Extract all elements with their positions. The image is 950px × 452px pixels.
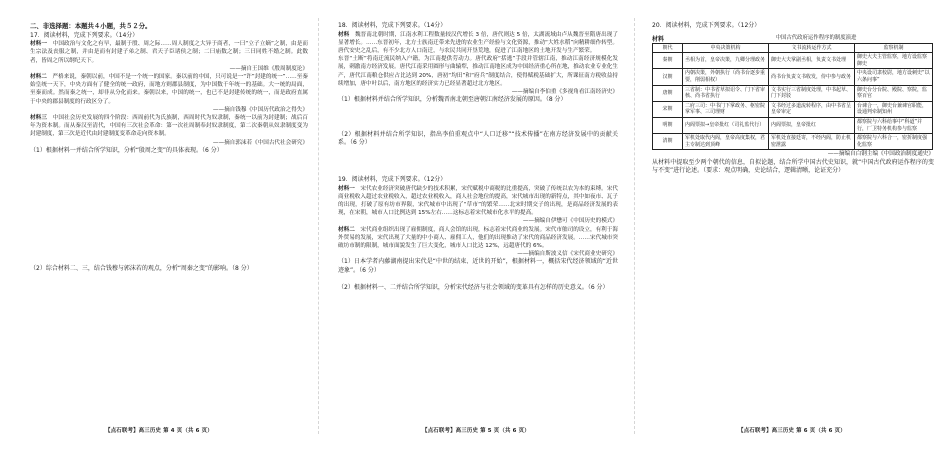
q17-source-2: ——摘自钱穆《中国历代政治之得失》 — [212, 106, 308, 113]
material-text: 中国社会历史发展的四个阶段：西周前代为氏族制，西周时代为奴隶制，秦统一以前为封建制；战后百年为资本制。而从秦汉至清代，中国有三次社会革命：第一次社周制奉封奴隶制度，第二次秦朝从奴隶制度变为封建制度，第三次是近代由封建制度变革命走向资本制。 — [30, 115, 308, 138]
q19-material-1 — [338, 185, 618, 218]
answer-space[interactable] — [30, 274, 308, 334]
q17-material-1 — [30, 40, 308, 65]
q17-subquestion-1: （1）根据材料一并结合所学知识，分析“殷周之变”的具体表现。（6 分） — [30, 146, 223, 154]
table-cell: 御史台分台院、殿院、察院，监察百官 — [855, 85, 933, 101]
q19-subquestion-1: （1）日本学者内藤湖南提出宋代是“中世的结束、近世的开始”，根据材料一，概括宋代经济领域的“近世迹象”。（6 分） — [338, 258, 618, 275]
q19-stem: 19．阅读材料，完成下列要求。（12分） — [338, 176, 447, 183]
table-cell: 都察院与六科合一，密折制度强化监察 — [855, 134, 933, 150]
table-cell: 唐朝 — [653, 85, 683, 101]
table-cell: 明朝 — [653, 117, 683, 133]
table-row — [653, 69, 933, 85]
q20-prompt: 从材料中提取至少两个朝代的信息，自拟论题，结合所学中国古代史知识，就“中国古代政府运作程序的变与不变”进行论述。（要求：观点明确，史论结合，逻辑清晰，论证充分） — [652, 158, 934, 175]
table-row — [653, 117, 933, 133]
table-cell: 秦朝 — [653, 53, 683, 69]
table-cell: 军机处直接廷寄，不经内阁，防止机密泄露 — [769, 134, 855, 150]
answer-space[interactable] — [30, 155, 308, 265]
material-label: 材料二 — [338, 226, 355, 233]
table-cell: 内朝决策，外朝执行（尚书台逐步重要，削弱相权） — [683, 69, 769, 85]
table-cell: 二府三司：中书门下掌政务、枢密院掌军事、三司理财 — [683, 101, 769, 117]
table-cell: 御史大夫主管监察，地方设监察御史 — [855, 53, 933, 69]
table-cell: 三省制：中书省草拟诏令、门下省审核、尚书省执行 — [683, 85, 769, 101]
material-text: 中国政治与文化之有早，最制于殷、周之际……周人制度之大异于商者，一曰“立子立嫡”之制，由是而生宗法及丧服之制，并由是而有封建子弟之制、君天子臣诸侯之制；二曰庙数之制；三曰同姓不婚之制。此数者，皆周之所以纲纪天下。 — [30, 41, 308, 64]
answer-space[interactable] — [338, 148, 618, 176]
table-cell: 尚书台负责文书收发，侍中参与政务 — [769, 69, 855, 85]
material-label: 材料二 — [30, 74, 47, 80]
table-cell: 文书实行三省制度处理，中书起草、门下封驳 — [769, 85, 855, 101]
material-text: 宋代商业组织出现了雇佣制度，商人会馆的出现，标志着宋代商业的发展。宋代市舶司的设立，有利于海外贸易的发展，宋代出现了大量的中小商人、雇佣工人，他们的出现推动了宋代的商品经济发展。……宋代城市突破坊市制的限制，城市面貌发生了巨大变化，城市人口比达 12%，远超唐代的 6%。 — [338, 226, 618, 250]
q17-source-1: ——摘自王国维《殷周制度论》 — [229, 65, 308, 72]
q18-stem: 18．阅读材料，完成下列要求。（14分） — [338, 22, 447, 29]
page-5 — [318, 0, 634, 452]
q18-material-cont: 东晋“土断”将南迁流民纳入户籍，为江南提供劳动力。唐代政府“括逃”手段并管辖江南，推动江南经济规模化发展，刺激南方经济发展。唐代江南采用圆形与曲辕犁，推动江南地区成为中国经济重心所在地，推动农业专业化生产，唐代江南粮仓供应占比达到 20%，唐初“均田”和“府兵”制度结合，使得赋税基础扩大，所课征南方税收益持续增加，唐中叶以后，南方地区的经济实力已经显著超过北方地区。 — [338, 56, 618, 87]
q17-material-3 — [30, 114, 308, 139]
q19-material-2 — [338, 226, 618, 251]
table-cell: 军机处取代内阁，皇帝高度集权，君主专制达到顶峰 — [683, 134, 769, 150]
q20-stem: 20．阅读材料，完成下列要求。（12分） — [652, 22, 761, 29]
page-footer: 【点石联考】高三历史 第 6 页（共 6 页） — [738, 428, 846, 434]
page-6 — [634, 0, 950, 452]
table-cell: 内阁票拟→皇帝批红（司礼监代行） — [683, 117, 769, 133]
table-cell: 台谏合一，御史台兼谏官职能，设通判牵制知州 — [855, 101, 933, 117]
material-text: 严格来说，秦朝以前，中国不是一个统一的国家。秦以前的中国，只可说是一“许”封建的统一”……至秦始皇统一天下，中央方面有了健全的统一政府，而地方则郡县制度，为中国数千年统一的基础。大一统的局面，至秦而成。然而秦之统一，却非从分化而来。秦朝以来，中国的统一，也已不是封建传统的统一，而是政府直属于中央的郡县制度的行政区分了。 — [30, 74, 308, 105]
material-label: 材料一 — [30, 41, 48, 48]
q18-material — [338, 31, 618, 56]
q19-source-2: ——摘编自斯波义信《宋代商业史研究》 — [517, 251, 618, 258]
q17-source-3: ——摘自郭沫若《中国古代社会研究》 — [212, 139, 308, 146]
page-footer: 【点石联考】高三历史 第 5 页（共 6 页） — [422, 428, 530, 434]
page-footer: 【点石联考】高三历史 第 4 页（共 6 页） — [105, 428, 213, 434]
section-heading: 二、非选择题：本题共４小题，共５２分。 — [30, 22, 152, 30]
table-cell: 御史大夫掌副丞相，负责文书处理 — [769, 53, 855, 69]
page-6-content — [652, 22, 934, 176]
column-header: 中央决策机构 — [683, 43, 769, 53]
q20-source: ——摘编自白钢主编《中国政治制度通史》 — [827, 151, 934, 158]
q18-subquestion-2: （2）根据材料并结合所学知识，指出李伯重观点中“人口迁移”“技术传播”在南方经济发展中的贡献关系。（6 分） — [338, 130, 618, 147]
answer-space[interactable] — [338, 276, 618, 284]
material-label: 材料 — [338, 31, 350, 38]
page-4 — [0, 0, 318, 452]
q17-stem: 17．阅读材料，完成下列要求。（14分） — [30, 31, 139, 39]
table-cell: 都察院与六科给事中“科道”并行，厂卫特务机构参与监察 — [855, 117, 933, 133]
q18-subquestion-1: （1）根据材料并结合所学知识，分析魏晋南北朝至唐朝江南经济发展的原因。（8 分） — [338, 96, 567, 104]
table-cell: 汉朝 — [653, 69, 683, 85]
q17-subquestion-2: （2）综合材料二、三，结合钱穆与郭沫若的观点，分析“周秦之变”的影响。（8 分） — [30, 265, 253, 273]
table-cell: 文书经过多道流转程序，由中书省呈皇帝审定 — [769, 101, 855, 117]
table-row — [653, 101, 933, 117]
material-text: 魏晋南北朝时期，江南水利工程数量较汉代增长 3 倍，唐代则达 5 倍，太湖流域由卢从魏晋至隋唐出现了显著增长。……东晋初年，北方士族南迁带来先进的农业生产经验与文化资源，推动“大姓水稻”向精耕细作转型。唐代安史之乱后，有不少北方人口南迁，与农民共同开垦荒地，促进了江南地区的土地开发与生产繁荣。 — [338, 31, 618, 54]
table-head-row — [653, 43, 933, 53]
table-title: 中国古代政府运作程序的制度演进 — [775, 34, 857, 41]
q17-material-2 — [30, 73, 308, 106]
column-header: 朝代 — [653, 43, 683, 53]
q19-subquestion-2: （2）根据材料一、二并结合所学知识，分析宋代经济与社会领域的变革具有怎样的历史意义。（6 分） — [338, 283, 609, 291]
table-row — [653, 85, 933, 101]
table-row — [653, 134, 933, 150]
table-row — [653, 53, 933, 69]
column-header: 文书流转运作方式 — [769, 43, 855, 53]
table-cell: 内阁票拟，皇帝批红 — [769, 117, 855, 133]
table-cell: 丞相为首，皇帝决策，九卿分理政务 — [683, 53, 769, 69]
q19-source-1: ——摘编自伊懋可《中国历史的模式》 — [522, 218, 618, 225]
table-cell: 清朝 — [653, 134, 683, 150]
table-header-row — [652, 31, 934, 43]
answer-space[interactable] — [338, 105, 618, 131]
table-cell: 中央设司隶校尉，地方设刺史“以六条问事” — [855, 69, 933, 85]
institution-table — [652, 43, 933, 151]
material-text: 宋代农业经济突破唐代缺少的技术积累，宋代赋税中商税的比重提高，突破了传统以农为本的束缚。宋代商业税收入超过农业税收入，超过农业税收入，商人社会地位的提高，宋代城市出现的新特点，其中如夜市、瓦子的出现，打破了原有坊市界限，宋代城市中出现了“草市”的繁荣……北宋时期交子的出现，是商品经济发展的表现，在宋朝，城市人口比例达到 15%左右……这标志着宋代城市化水平的提高。 — [338, 185, 618, 217]
table-cell: 宋朝 — [653, 101, 683, 117]
page-5-content — [338, 22, 618, 292]
material-label: 材料 — [652, 35, 665, 43]
page-4-content — [30, 22, 308, 334]
material-label: 材料三 — [30, 115, 48, 122]
q18-source: ——摘编自李伯重《多视角看江南经济史》 — [511, 89, 618, 96]
material-label: 材料一 — [338, 185, 355, 192]
column-header: 监察机制 — [855, 43, 933, 53]
